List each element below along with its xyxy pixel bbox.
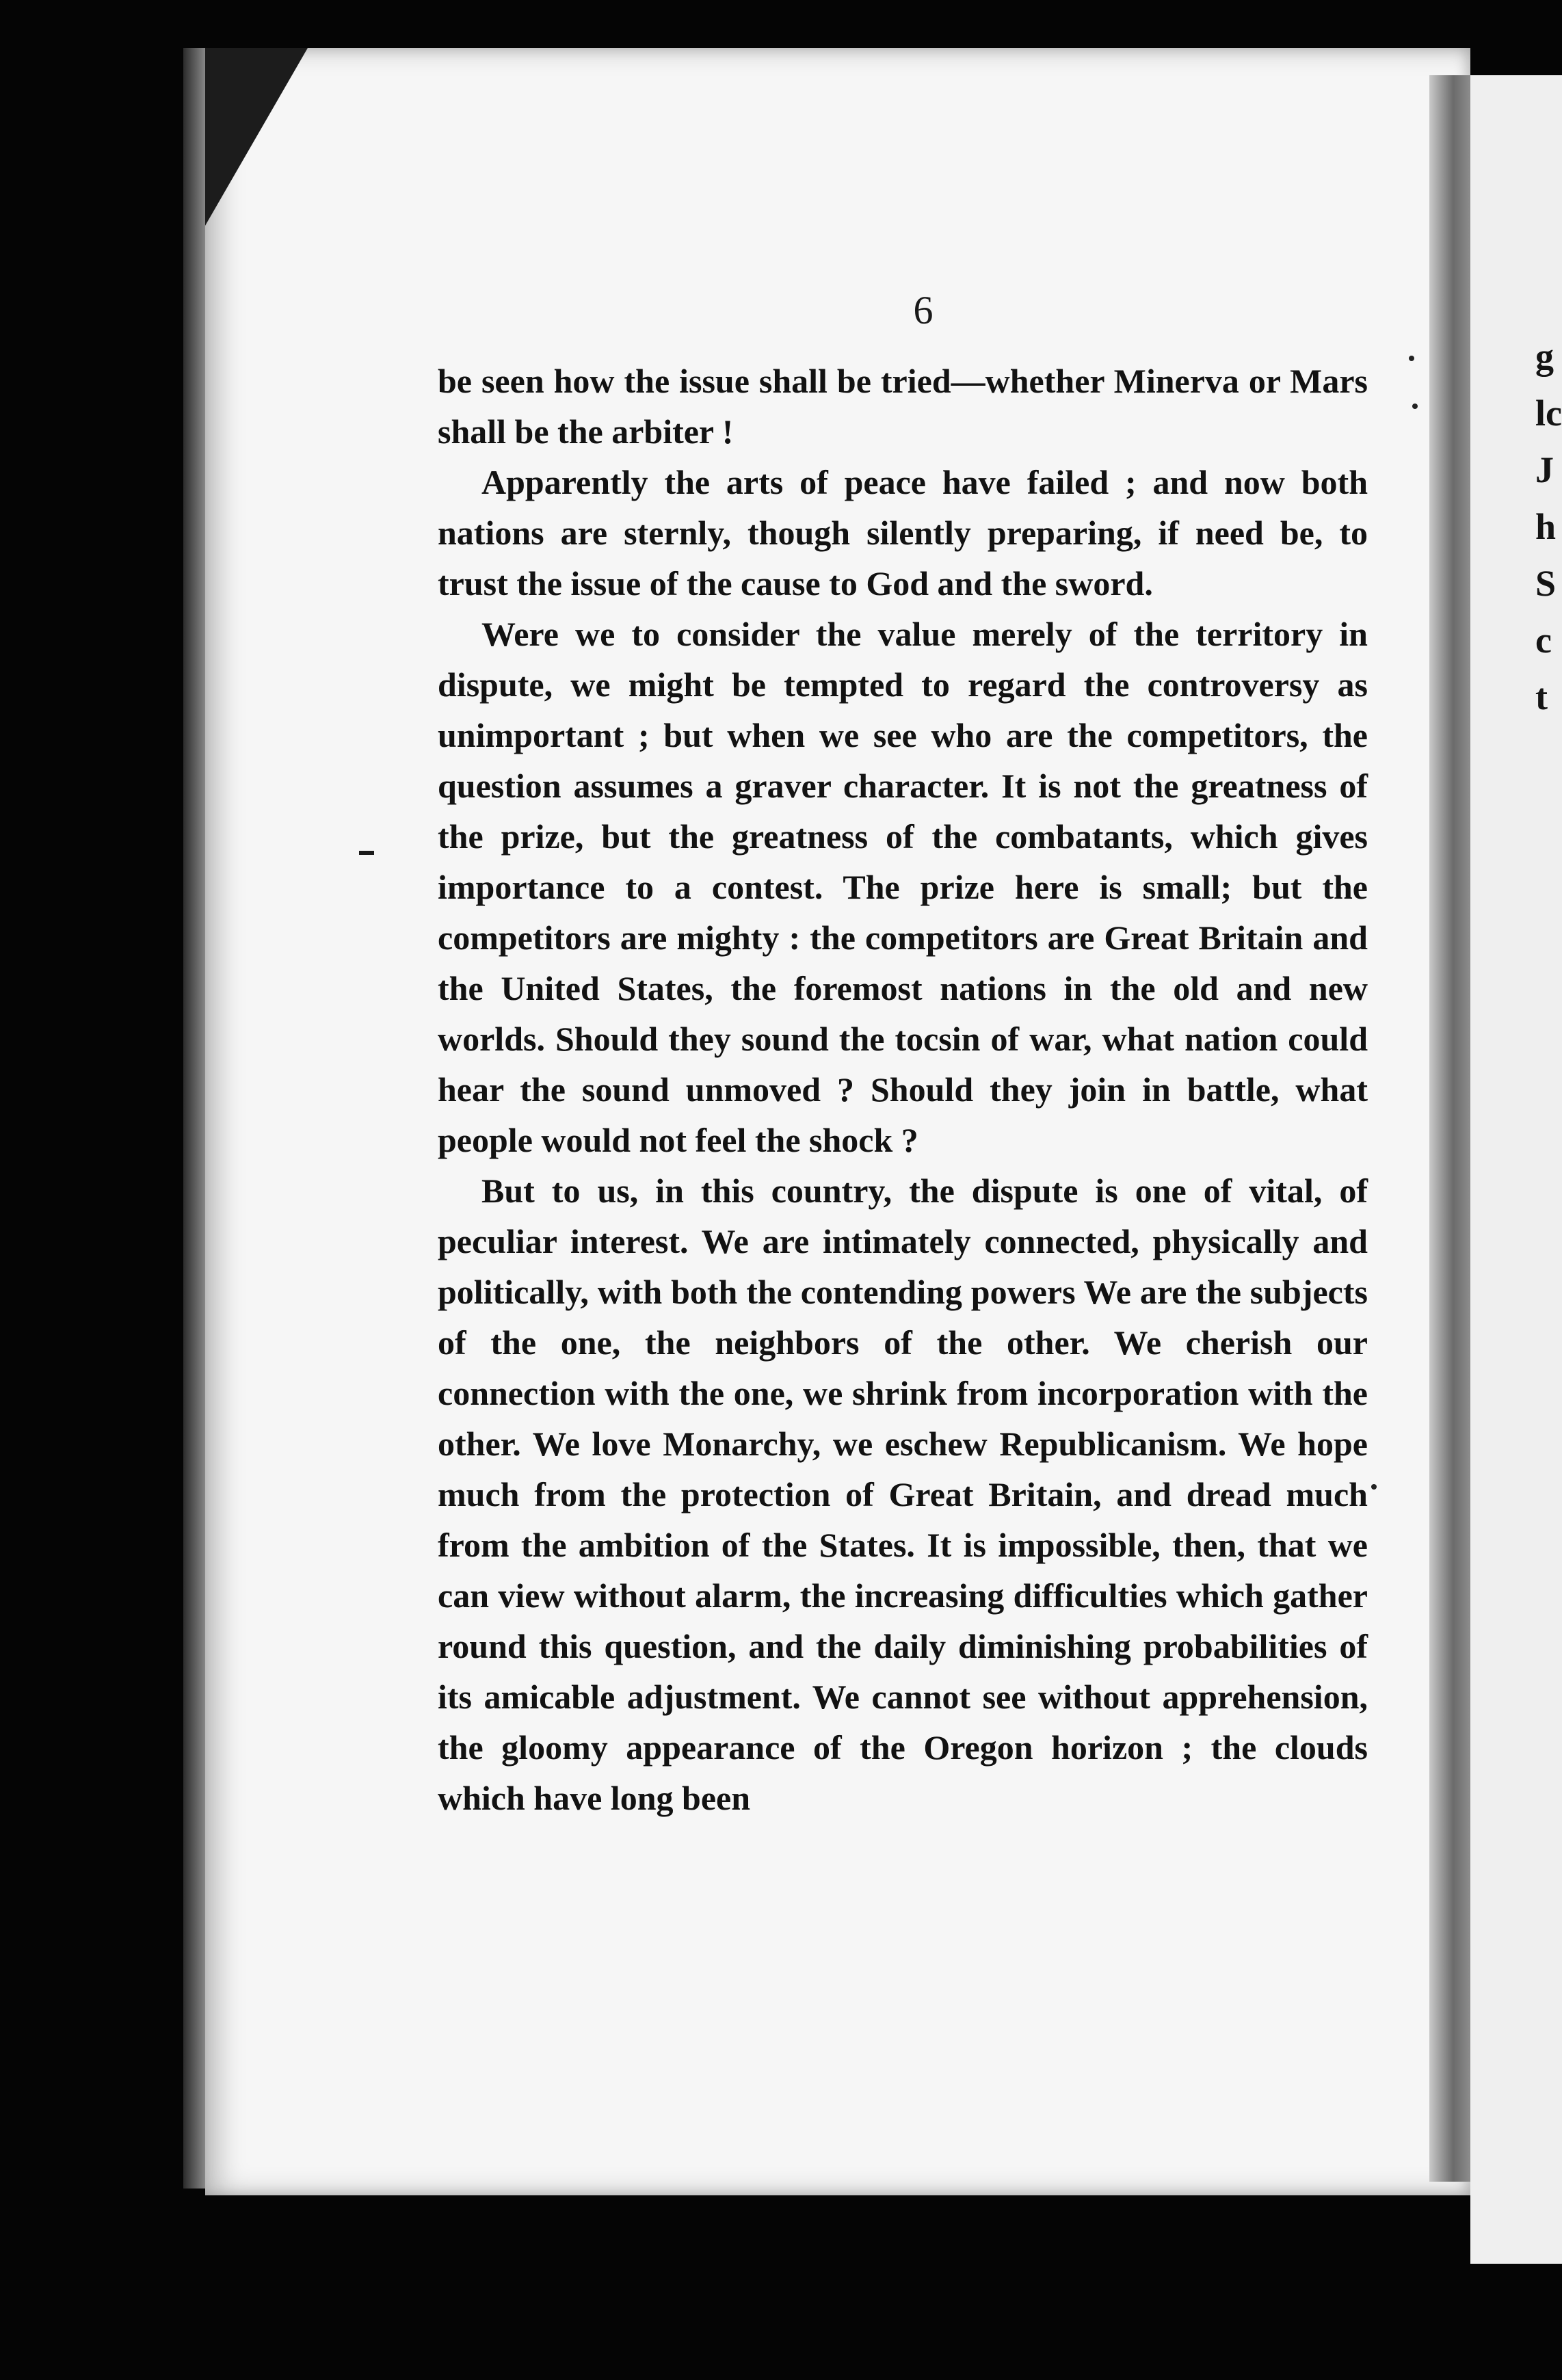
margin-mark — [359, 851, 374, 855]
facing-letter: lc — [1535, 393, 1562, 434]
facing-letter: g — [1535, 336, 1554, 377]
facing-letter: c — [1535, 620, 1552, 661]
facing-letter: h — [1535, 506, 1557, 547]
facing-letter: S — [1535, 563, 1557, 604]
page-corner-fold — [205, 48, 308, 226]
page-number: 6 — [913, 288, 934, 332]
speck — [1412, 404, 1418, 409]
speck — [1409, 356, 1414, 361]
facing-letter: J — [1535, 449, 1554, 490]
paragraph: Apparently the arts of peace have failed ; and now both nations are sternly, though silently preparing, if need be, to trust the issue of the cause to God and the sword. — [438, 463, 1368, 603]
body-text — [438, 356, 1368, 1823]
facing-page-text-fragment — [1535, 328, 1562, 726]
paragraph: But to us, in this country, the dispute is one of vital, of peculiar interest. We are intimately connected, physically and politically, with both the contending powers We are the subjects of the one, the neighbors of the other. We cherish our connection with the one, we shrink from incorporation with the other. We love Monarchy, we eschew Republicanism. We hope much from the protection of Great Britain, and dread much from the ambition of the States. It is impossible, then, that we can view without alarm, the increasing difficulties which gather round this question, and the daily diminishing probabilities of its amicable adjustment. We cannot see without apprehension, the gloomy appearance of the Oregon horizon ; the clouds which have long been — [438, 1172, 1368, 1817]
paragraph: be seen how the issue shall be tried—whether Minerva or Mars shall be the arbiter ! — [438, 362, 1368, 451]
facing-letter: t — [1535, 676, 1548, 717]
paragraph: Were we to consider the value merely of the territory in dispute, we might be tempted to regard the controversy as unimportant ; but when we see who are the competitors, the question assumes a graver character. It is not the greatness of the prize, but the greatness of the combatants, which gives importance to a contest. The prize here is small; but the competitors are mighty : the competitors are Great Britain and the United States, the foremost nations in the old and new worlds. Should they sound the tocsin of war, what nation could hear the sound unmoved ? Should they join in battle, what people would not feel the shock ? — [438, 615, 1368, 1159]
speck — [1371, 1484, 1377, 1490]
